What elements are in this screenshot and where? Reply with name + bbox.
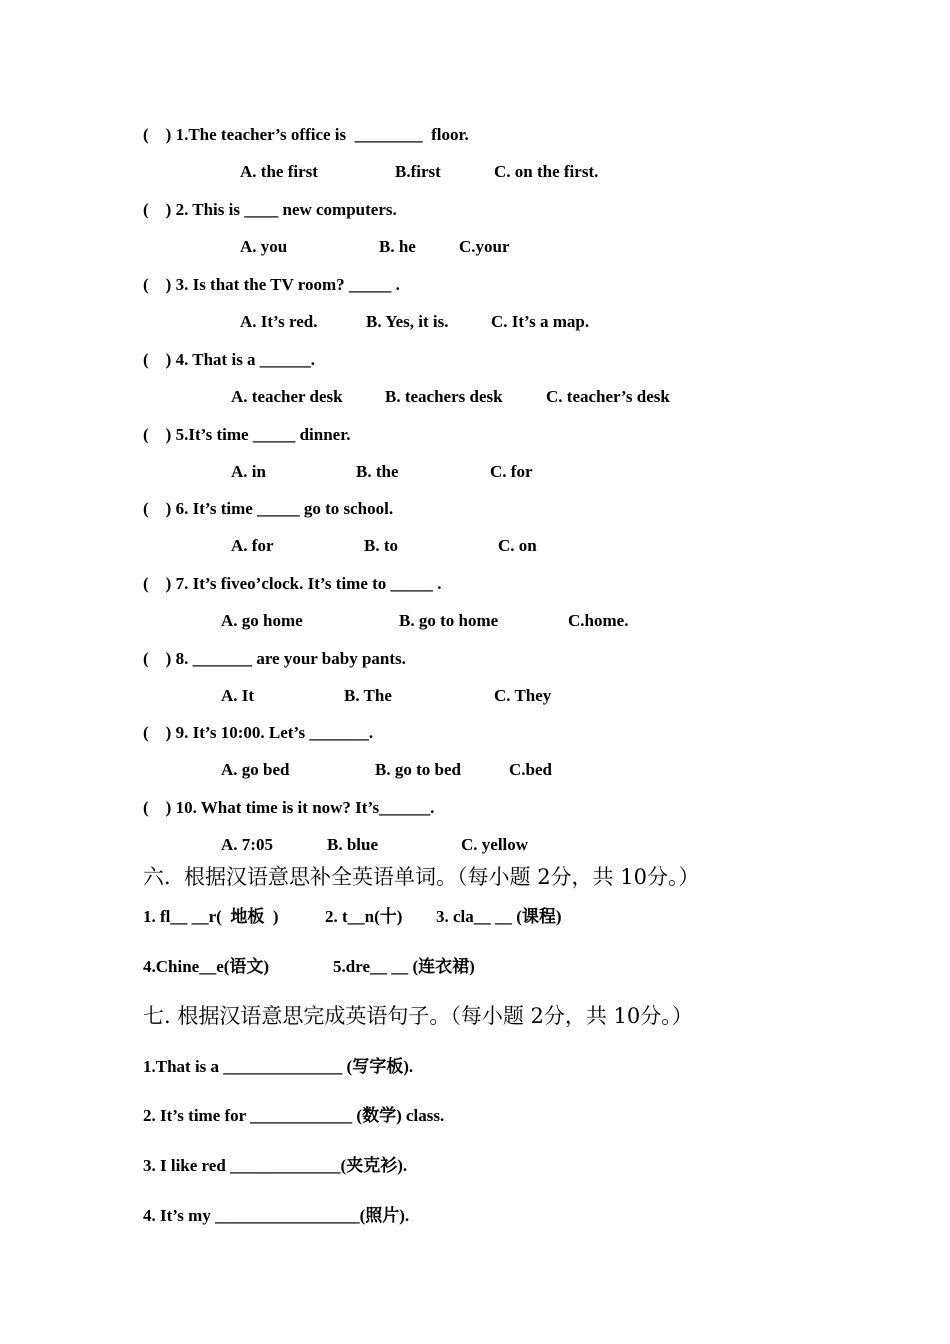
question-stem: ( ) 4. That is a ______. bbox=[143, 350, 316, 369]
option-a: A. 7:05 bbox=[221, 835, 273, 854]
question-stem: ( ) 1.The teacher’s office is ________ floor. bbox=[143, 125, 469, 144]
option-c: C.bed bbox=[509, 760, 552, 779]
option-b: B. Yes, it is. bbox=[366, 312, 449, 331]
option-b: B.first bbox=[395, 162, 441, 181]
option-a: A. It bbox=[221, 686, 255, 705]
option-a: A. go home bbox=[221, 611, 303, 630]
sentence-item-4: 4. It’s my _________________(照片). bbox=[143, 1206, 410, 1225]
option-a: A. in bbox=[231, 462, 266, 481]
sentence-item-1: 1.That is a ______________ (写字板). bbox=[143, 1057, 414, 1076]
word-item-1: 1. fl__ __r( 地板 ) bbox=[143, 907, 279, 926]
question-stem: ( ) 2. This is ____ new computers. bbox=[143, 200, 397, 219]
sentence-item-3: 3. I like red _____________(夹克衫). bbox=[143, 1156, 408, 1175]
section7-heading: 七. 根据汉语意思完成英语句子。（每小题 2分，共 10分。） bbox=[143, 1004, 693, 1028]
question-stem: ( ) 8. _______ are your baby pants. bbox=[143, 649, 406, 668]
option-c: C. yellow bbox=[461, 835, 529, 854]
option-a: A. It’s red. bbox=[240, 312, 318, 331]
option-b: B. go to home bbox=[399, 611, 499, 630]
option-a: A. the first bbox=[240, 162, 318, 181]
option-b: B. the bbox=[356, 462, 399, 481]
option-c: C.home. bbox=[568, 611, 629, 630]
section6-heading: 六. 根据汉语意思补全英语单词。（每小题 2分，共 10分。） bbox=[143, 865, 700, 889]
word-item-3: 3. cla__ __ (课程) bbox=[436, 907, 562, 926]
question-stem: ( ) 6. It’s time _____ go to school. bbox=[143, 499, 394, 518]
word-item-5: 5.dre__ __ (连衣裙) bbox=[333, 957, 475, 976]
question-stem: ( ) 3. Is that the TV room? _____ . bbox=[143, 275, 400, 294]
option-b: B. go to bed bbox=[375, 760, 461, 779]
option-c: C. on the first. bbox=[494, 162, 599, 181]
question-stem: ( ) 10. What time is it now? It’s______. bbox=[143, 798, 435, 817]
option-b: B. blue bbox=[327, 835, 379, 854]
option-c: C. on bbox=[498, 536, 537, 555]
option-c: C. for bbox=[490, 462, 533, 481]
question-stem: ( ) 5.It’s time _____ dinner. bbox=[143, 425, 351, 444]
question-stem: ( ) 9. It’s 10:00. Let’s _______. bbox=[143, 723, 374, 742]
question-stem: ( ) 7. It’s fiveo’clock. It’s time to _____ . bbox=[143, 574, 442, 593]
option-b: B. teachers desk bbox=[385, 387, 503, 406]
option-a: A. teacher desk bbox=[231, 387, 343, 406]
option-a: A. you bbox=[240, 237, 288, 256]
option-c: C. teacher’s desk bbox=[546, 387, 670, 406]
option-c: C.your bbox=[459, 237, 510, 256]
sentence-item-2: 2. It’s time for ____________ (数学) class. bbox=[143, 1106, 445, 1125]
option-c: C. They bbox=[494, 686, 552, 705]
word-item-2: 2. t__n(十) bbox=[325, 907, 403, 926]
option-b: B. to bbox=[364, 536, 398, 555]
word-item-4: 4.Chine__e(语文) bbox=[143, 957, 270, 976]
option-a: A. go bed bbox=[221, 760, 290, 779]
option-b: B. he bbox=[379, 237, 416, 256]
option-c: C. It’s a map. bbox=[491, 312, 590, 331]
option-a: A. for bbox=[231, 536, 274, 555]
option-b: B. The bbox=[344, 686, 392, 705]
